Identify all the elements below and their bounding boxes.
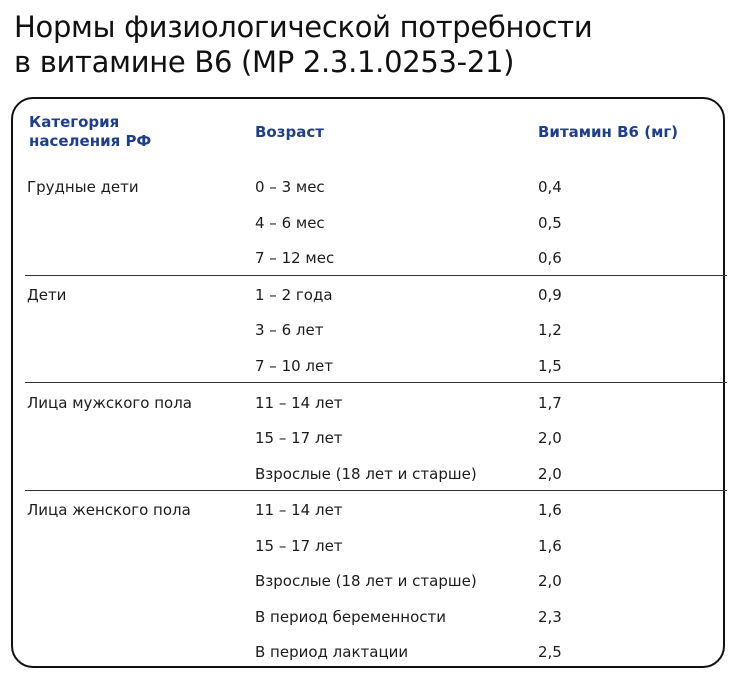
- age-cell: В период лактации: [255, 643, 409, 661]
- group-divider: [25, 275, 727, 276]
- age-cell: Взрослые (18 лет и старше): [255, 465, 477, 483]
- value-cell: 2,0: [538, 465, 562, 483]
- age-cell: 7 – 10 лет: [255, 357, 333, 375]
- age-cell: 3 – 6 лет: [255, 321, 324, 339]
- age-cell: 0 – 3 мес: [255, 178, 325, 196]
- value-cell: 0,5: [538, 214, 562, 232]
- header-category: Категория населения РФ: [29, 113, 152, 150]
- category-cell: Лица мужского пола: [27, 394, 192, 412]
- category-cell: Дети: [27, 286, 67, 304]
- age-cell: 4 – 6 мес: [255, 214, 325, 232]
- category-cell: Грудные дети: [27, 178, 139, 196]
- value-cell: 1,6: [538, 501, 562, 519]
- title-line-2: в витамине В6 (МР 2.3.1.0253-21): [14, 45, 515, 79]
- vitamin-table: [11, 97, 725, 668]
- group-divider: [25, 490, 727, 491]
- title-line-1: Нормы физиологической потребности: [14, 10, 593, 44]
- age-cell: 15 – 17 лет: [255, 429, 343, 447]
- age-cell: 11 – 14 лет: [255, 394, 343, 412]
- value-cell: 1,5: [538, 357, 562, 375]
- age-cell: 11 – 14 лет: [255, 501, 343, 519]
- value-cell: 2,0: [538, 429, 562, 447]
- group-divider: [25, 382, 727, 383]
- value-cell: 1,6: [538, 537, 562, 555]
- age-cell: 15 – 17 лет: [255, 537, 343, 555]
- value-cell: 2,0: [538, 572, 562, 590]
- value-cell: 1,7: [538, 394, 562, 412]
- header-age: Возраст: [255, 123, 324, 141]
- value-cell: 0,6: [538, 249, 562, 267]
- age-cell: Взрослые (18 лет и старше): [255, 572, 477, 590]
- value-cell: 2,3: [538, 608, 562, 626]
- age-cell: 1 – 2 года: [255, 286, 333, 304]
- value-cell: 2,5: [538, 643, 562, 661]
- value-cell: 1,2: [538, 321, 562, 339]
- age-cell: 7 – 12 мес: [255, 249, 335, 267]
- header-value: Витамин В6 (мг): [538, 123, 679, 141]
- age-cell: В период беременности: [255, 608, 446, 626]
- page-title: [14, 10, 592, 80]
- category-cell: Лица женского пола: [27, 501, 191, 519]
- value-cell: 0,9: [538, 286, 562, 304]
- value-cell: 0,4: [538, 178, 562, 196]
